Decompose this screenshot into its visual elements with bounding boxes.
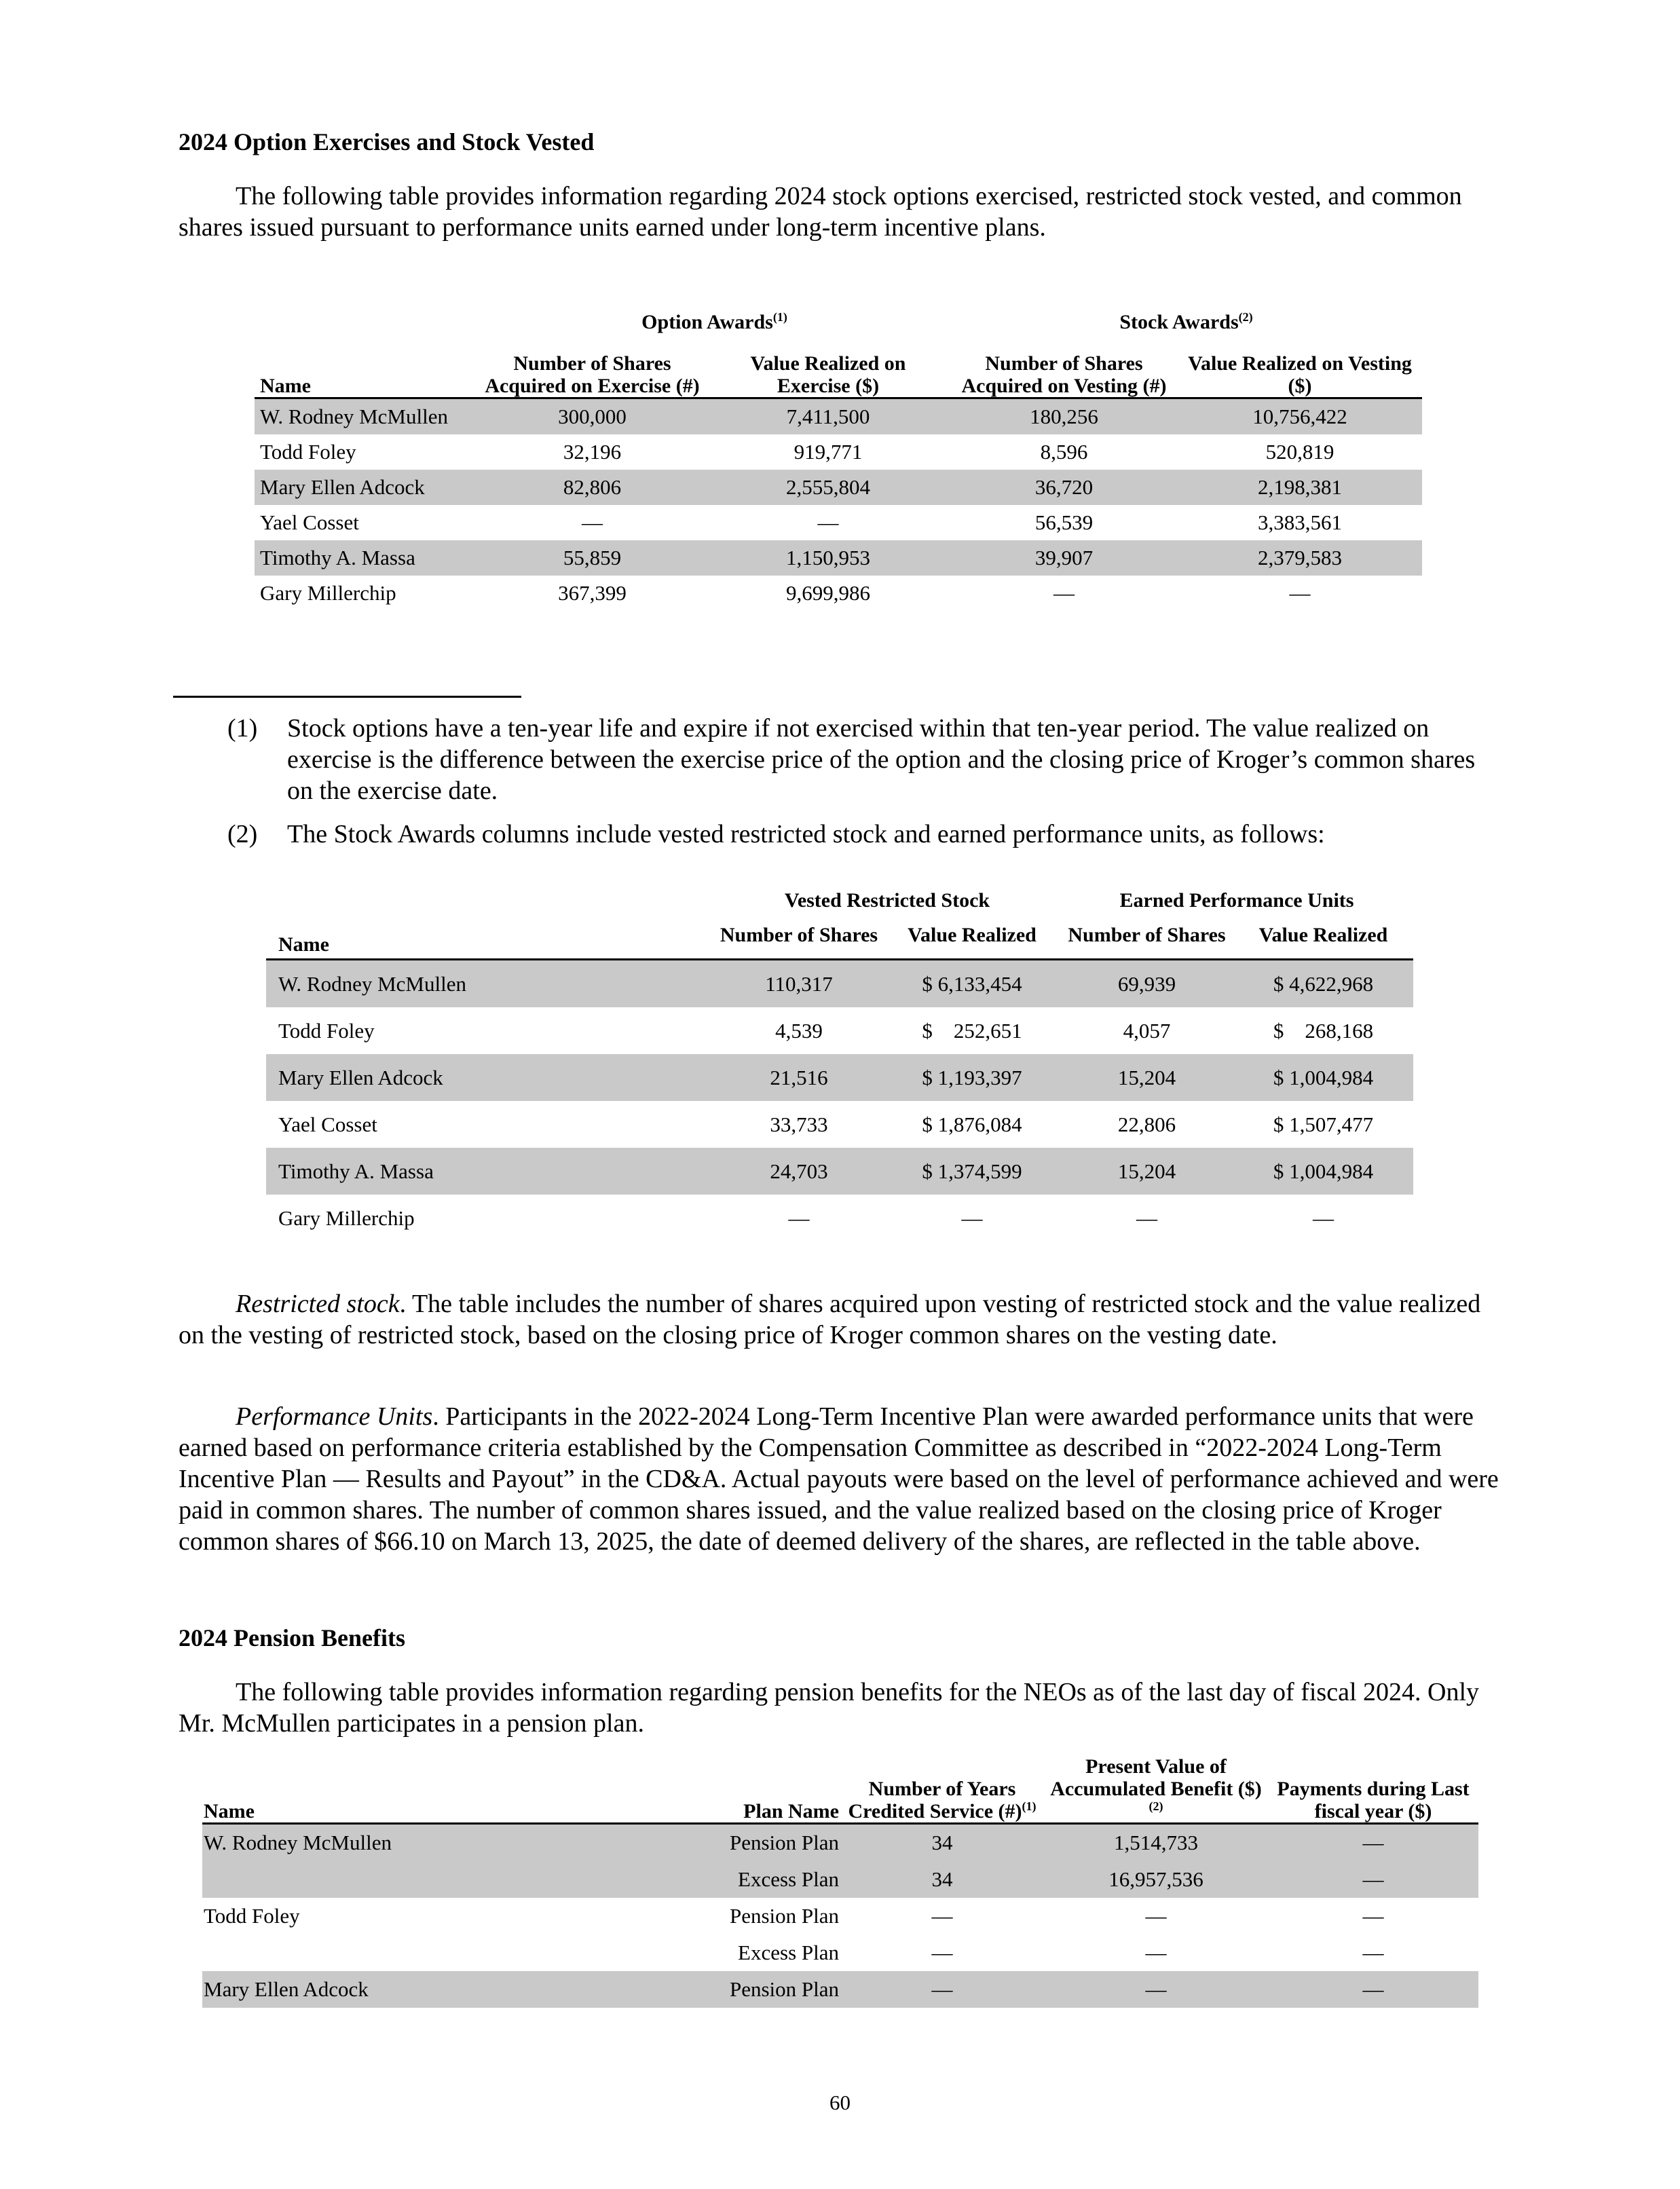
table-row — [255, 470, 1422, 505]
cell-present-value: — — [1145, 1941, 1167, 1964]
table-row — [255, 434, 1422, 470]
cell-shares-vesting: 39,907 — [950, 540, 1178, 576]
table-row — [202, 1861, 1478, 1898]
cell-present-value: 16,957,536 — [1044, 1861, 1268, 1898]
cell-payments: — — [1362, 1904, 1384, 1928]
cell-shares-exercise: 300,000 — [479, 398, 706, 435]
performance-units-label: Performance Units — [236, 1402, 433, 1431]
cell-years: — — [840, 1971, 1044, 2008]
footnote-number: (1) — [227, 714, 258, 743]
cell-value-vesting: 2,379,583 — [1178, 540, 1422, 576]
col-header-pu-value: Value Realized — [1233, 924, 1413, 960]
cell-shares-vesting: — — [1053, 581, 1075, 605]
cell-value-vesting: 520,819 — [1265, 440, 1334, 464]
section-heading-option-exercises: 2024 Option Exercises and Stock Vested — [179, 128, 595, 155]
group-header-earned-performance-units: Earned Performance Units — [1119, 889, 1354, 912]
table-row — [266, 960, 1413, 1008]
group-header-option-awards: Option Awards$^{(1)}$ — [641, 310, 787, 333]
col-header-name: Name — [255, 352, 479, 398]
cell-shares-vesting: 8,596 — [1040, 440, 1088, 464]
col-header-shares-vesting: Number of Shares Acquired on Vesting (#) — [950, 352, 1178, 398]
cell-name: Timothy A. Massa — [266, 1148, 714, 1195]
cell-value-vesting: 10,756,422 — [1178, 398, 1422, 435]
cell-plan-name: Pension Plan — [610, 1971, 840, 2008]
cell-name — [202, 1934, 610, 1971]
col-header-shares-exercise: Number of Shares Acquired on Exercise (#) — [479, 352, 706, 398]
cell-value-exercise: — — [817, 510, 839, 534]
cell-years: 34 — [840, 1861, 1044, 1898]
col-header-plan-name: Plan Name — [610, 1755, 840, 1824]
footnote-text: Stock options have a ten-year life and expire if not exercised within that ten-year period. The value realized on exercise is the difference between the exercise price of the option and the closing price of Kroger’s common shares on the exercise date. — [287, 714, 1476, 805]
cell-value-vesting: 3,383,561 — [1258, 510, 1342, 534]
table-row — [266, 1007, 1413, 1054]
cell-present-value: — — [1145, 1904, 1167, 1928]
cell-value-vesting: — — [1289, 581, 1311, 605]
group-header-stock-awards: Stock Awards$^{(2)}$ — [1119, 310, 1253, 333]
cell-rs-value: $ 252,651 — [922, 1018, 1022, 1043]
cell-rs-shares: 4,539 — [775, 1018, 823, 1043]
col-header-present-value: Present Value of Accumulated Benefit ($)$^{(2)}$ — [1044, 1755, 1268, 1824]
footnote-separator — [173, 696, 521, 698]
cell-shares-vesting: 180,256 — [950, 398, 1178, 435]
stock-awards-detail-table — [266, 889, 1413, 1241]
table-row — [202, 1934, 1478, 1971]
cell-rs-shares: 110,317 — [714, 960, 884, 1008]
restricted-stock-text: . The table includes the number of shares acquired upon vesting of restricted stock and the value realized on the vesting of restricted stock, based on the closing price of Kroger common shares on the vesting date. — [179, 1290, 1481, 1349]
performance-units-text: . Participants in the 2022-2024 Long-Term Incentive Plan were awarded performance units that were earned based on performance criteria established by the Compensation Committee as described in “2022-2024 Long-Term Incentive Plan — Results and Payout” in the CD&A. Actual payouts were based on the level of performance achieved and were paid in common shares. The number of common shares issued, and the value realized based on the closing price of Kroger common shares of $66.10 on March 13, 2025, the date of deemed delivery of the shares, are reflected in the table above. — [179, 1402, 1499, 1556]
cell-name — [202, 1861, 610, 1898]
cell-name: Todd Foley — [204, 1904, 300, 1928]
cell-rs-value: $ 1,876,084 — [922, 1112, 1022, 1136]
cell-name: Todd Foley — [278, 1018, 375, 1043]
cell-plan-name: Pension Plan — [610, 1824, 840, 1862]
restricted-stock-paragraph — [179, 1288, 1502, 1351]
cell-name: W. Rodney McMullen — [202, 1824, 610, 1862]
section-intro-pension-benefits: The following table provides information regarding pension benefits for the NEOs as of the last day of fiscal 2024. Only Mr. McMullen participates in a pension plan. — [179, 1678, 1479, 1738]
table-row — [266, 1054, 1413, 1101]
restricted-stock-label: Restricted stock — [236, 1290, 400, 1318]
col-header-payments: Payments during Last fiscal year ($) — [1268, 1755, 1478, 1824]
table-row — [255, 398, 1422, 435]
cell-name: Yael Cosset — [260, 510, 359, 534]
cell-years: — — [931, 1904, 953, 1928]
page-number: 60 — [829, 2091, 851, 2114]
footnote-text: The Stock Awards columns include vested restricted stock and earned performance units, as follows: — [287, 820, 1325, 848]
cell-plan-name: Excess Plan — [610, 1861, 840, 1898]
cell-name: Gary Millerchip — [278, 1205, 415, 1230]
cell-present-value: — — [1044, 1971, 1268, 2008]
cell-plan-name: Pension Plan — [729, 1904, 839, 1928]
option-exercises-table — [255, 311, 1422, 611]
col-header-name: Name — [266, 924, 714, 960]
cell-name: Mary Ellen Adcock — [255, 470, 479, 505]
col-header-value-vesting: Value Realized on Vesting ($) — [1178, 352, 1422, 398]
col-header-rs-shares: Number of Shares — [714, 924, 884, 960]
col-header-value-exercise: Value Realized on Exercise ($) — [706, 352, 950, 398]
cell-name: Yael Cosset — [278, 1112, 377, 1136]
cell-pu-value: — — [1313, 1205, 1334, 1230]
cell-pu-value: $ 4,622,968 — [1233, 960, 1413, 1008]
cell-name: Gary Millerchip — [260, 581, 396, 605]
cell-rs-value: $ 1,193,397 — [884, 1054, 1060, 1101]
footnote-number: (2) — [227, 820, 258, 848]
cell-pu-value: $ 268,168 — [1273, 1018, 1374, 1043]
cell-name: W. Rodney McMullen — [255, 398, 479, 435]
cell-name: Todd Foley — [260, 440, 356, 464]
section-heading-pension-benefits: 2024 Pension Benefits — [179, 1624, 406, 1651]
col-header-years-service: Number of Years Credited Service (#)$^{(1)}$ — [840, 1755, 1044, 1824]
cell-value-exercise: 919,771 — [794, 440, 863, 464]
footnote-1 — [227, 713, 1504, 806]
cell-value-exercise: 1,150,953 — [706, 540, 950, 576]
cell-pu-value: $ 1,004,984 — [1233, 1054, 1413, 1101]
cell-value-exercise: 9,699,986 — [786, 581, 870, 605]
cell-shares-exercise: 55,859 — [479, 540, 706, 576]
table-row — [266, 1148, 1413, 1195]
cell-rs-value: $ 1,374,599 — [884, 1148, 1060, 1195]
cell-payments: — — [1268, 1971, 1478, 2008]
cell-payments: — — [1268, 1824, 1478, 1862]
cell-pu-shares: 69,939 — [1060, 960, 1233, 1008]
cell-rs-value: — — [961, 1205, 983, 1230]
cell-pu-value: $ 1,507,477 — [1273, 1112, 1374, 1136]
table-row — [255, 576, 1422, 611]
section-intro-option-exercises: The following table provides information regarding 2024 stock options exercised, restricted stock vested, and common shares issued pursuant to performance units earned under long-term incentive plans. — [179, 182, 1462, 242]
table-row — [255, 505, 1422, 540]
cell-shares-exercise: 367,399 — [558, 581, 627, 605]
cell-name: W. Rodney McMullen — [266, 960, 714, 1008]
col-header-pu-shares: Number of Shares — [1060, 924, 1233, 960]
performance-units-paragraph — [179, 1401, 1502, 1557]
group-header-vested-restricted-stock: Vested Restricted Stock — [784, 889, 990, 912]
pension-benefits-table — [202, 1755, 1478, 2008]
col-header-name: Name — [202, 1755, 610, 1824]
cell-name: Mary Ellen Adcock — [266, 1054, 714, 1101]
cell-value-vesting: 2,198,381 — [1178, 470, 1422, 505]
cell-value-exercise: 7,411,500 — [706, 398, 950, 435]
table-row — [255, 540, 1422, 576]
table-row — [202, 1824, 1478, 1862]
cell-pu-shares: 4,057 — [1123, 1018, 1171, 1043]
cell-rs-shares: 21,516 — [714, 1054, 884, 1101]
footnote-2 — [227, 819, 1504, 850]
cell-years: — — [931, 1941, 953, 1964]
cell-payments: — — [1268, 1861, 1478, 1898]
cell-rs-shares: — — [788, 1205, 810, 1230]
cell-name: Mary Ellen Adcock — [202, 1971, 610, 2008]
cell-name: Timothy A. Massa — [255, 540, 479, 576]
cell-rs-shares: 24,703 — [714, 1148, 884, 1195]
cell-plan-name: Excess Plan — [738, 1941, 839, 1964]
table-row — [202, 1971, 1478, 2008]
cell-payments: — — [1362, 1941, 1384, 1964]
cell-value-exercise: 2,555,804 — [706, 470, 950, 505]
cell-rs-value: $ 6,133,454 — [884, 960, 1060, 1008]
cell-rs-shares: 33,733 — [770, 1112, 828, 1136]
cell-pu-shares: — — [1136, 1205, 1157, 1230]
cell-shares-exercise: 82,806 — [479, 470, 706, 505]
cell-shares-vesting: 56,539 — [1034, 510, 1094, 534]
cell-pu-shares: 15,204 — [1060, 1148, 1233, 1195]
table-row — [266, 1101, 1413, 1148]
cell-present-value: 1,514,733 — [1044, 1824, 1268, 1862]
col-header-rs-value: Value Realized — [884, 924, 1060, 960]
cell-pu-shares: 15,204 — [1060, 1054, 1233, 1101]
table-row — [266, 1195, 1413, 1241]
cell-shares-vesting: 36,720 — [950, 470, 1178, 505]
cell-pu-shares: 22,806 — [1117, 1112, 1176, 1136]
table-row — [202, 1898, 1478, 1934]
cell-pu-value: $ 1,004,984 — [1233, 1148, 1413, 1195]
cell-shares-exercise: — — [582, 510, 603, 534]
cell-years: 34 — [840, 1824, 1044, 1862]
cell-shares-exercise: 32,196 — [563, 440, 622, 464]
